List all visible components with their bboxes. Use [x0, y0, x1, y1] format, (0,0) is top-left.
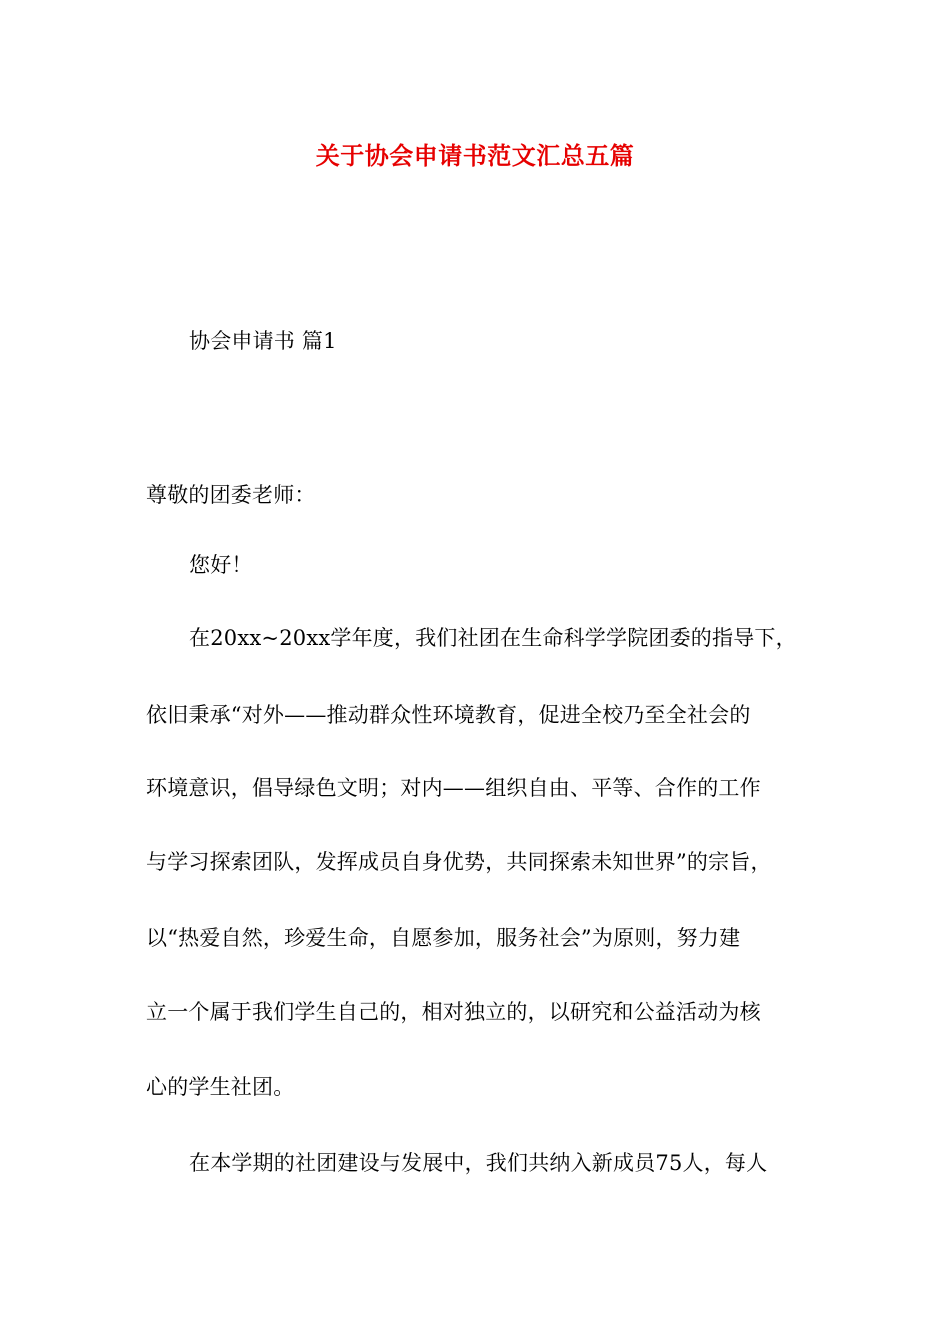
salutation: 尊敬的团委老师：: [146, 483, 316, 507]
body-line: 在本学期的社团建设与发展中，我们共纳入新成员75人，每人: [189, 1151, 768, 1175]
body-line: 在20xx~20xx学年度，我们社团在生命科学学院团委的指导下，: [189, 626, 797, 650]
body-line: 心的学生社团。: [146, 1075, 295, 1099]
body-line: 依旧秉承“对外——推动群众性环境教育，促进全校乃至全社会的: [146, 703, 751, 727]
section-heading: 协会申请书 篇1: [189, 329, 337, 353]
body-line: 环境意识，倡导绿色文明；对内——组织自由、平等、合作的工作: [146, 776, 761, 800]
greeting: 您好！: [189, 553, 253, 577]
body-line: 以“热爱自然，珍爱生命，自愿参加，服务社会”为原则，努力建: [146, 926, 741, 950]
body-line: 与学习探索团队，发挥成员自身优势，共同探索未知世界”的宗旨，: [146, 850, 772, 874]
body-line: 立一个属于我们学生自己的，相对独立的，以研究和公益活动为核: [146, 1000, 761, 1024]
document-title: 关于协会申请书范文汇总五篇: [315, 141, 635, 170]
